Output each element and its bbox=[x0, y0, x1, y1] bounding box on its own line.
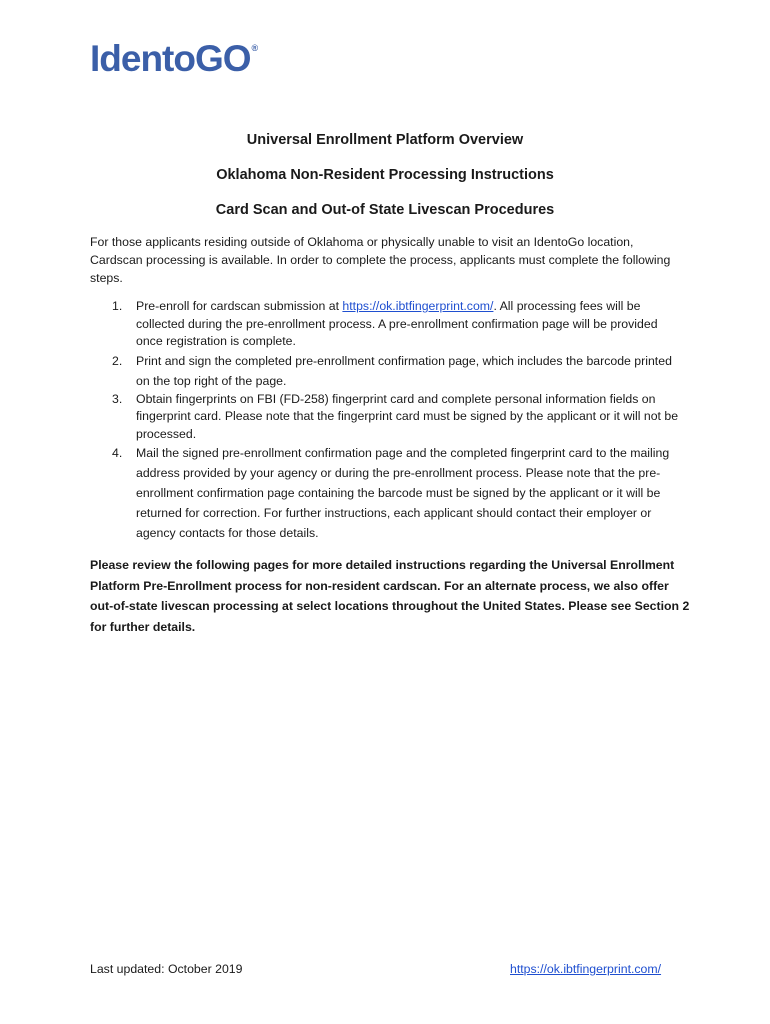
step-text: Print and sign the completed pre-enrollment confirmation page, which includes the barcode printed on the top right of the page. bbox=[136, 353, 672, 388]
intro-paragraph: For those applicants residing outside of Oklahoma or physically unable to visit an IdentoGo location, Cardscan processing is available. In order to complete the process, applicants must complete the following steps. bbox=[90, 235, 671, 285]
step-1 bbox=[90, 298, 680, 351]
step-2 bbox=[90, 351, 680, 391]
step-text: Pre-enroll for cardscan submission at bbox=[136, 299, 343, 313]
step-number: 1. bbox=[112, 299, 123, 313]
review-instructions-paragraph: Please review the following pages for more detailed instructions regarding the Universal Enrollment Platform Pre-Enrollment process for non-resident cardscan. For an alternate process, we also offer out-of-state livescan processing at select locations throughout the United States. Please see Section 2 for further details. bbox=[90, 558, 690, 634]
step-number: 4. bbox=[112, 446, 123, 460]
step-number: 2. bbox=[112, 353, 123, 368]
step-number: 3. bbox=[112, 391, 123, 406]
logo-text: IdentoGO bbox=[90, 38, 251, 79]
step-4 bbox=[90, 443, 680, 543]
step-text: Mail the signed pre-enrollment confirmation page and the completed fingerprint card to the mailing address provided by your agency or during the pre-enrollment process. Please note that the pre-enrollment confirmation page containing the barcode must be signed by the applicant or it will be returned for correction. For further instructions, each applicant should contact their employer or agency contacts for those details. bbox=[136, 446, 670, 540]
last-updated-text: Last updated: October 2019 bbox=[90, 962, 243, 976]
identogo-logo bbox=[90, 40, 258, 77]
heading-non-resident-instructions: Oklahoma Non-Resident Processing Instructions bbox=[216, 167, 554, 183]
heading-card-scan-procedures: Card Scan and Out-of State Livescan Procedures bbox=[215, 202, 555, 218]
footer-link[interactable]: https://ok.ibtfingerprint.com/ bbox=[510, 962, 662, 976]
document-headings bbox=[0, 130, 770, 235]
step-3 bbox=[90, 391, 680, 444]
steps-list bbox=[90, 298, 680, 543]
step-text-continued: . All processing fees will be collected during the pre-enrollment process. A pre-enrollment confirmation page will be provided once registration is complete. bbox=[136, 299, 658, 348]
pre-enroll-link[interactable]: https://ok.ibtfingerprint.com/ bbox=[342, 299, 494, 313]
heading-platform-overview: Universal Enrollment Platform Overview bbox=[246, 132, 524, 148]
step-text: Obtain fingerprints on FBI (FD-258) fingerprint card and complete personal information fields on fingerprint card. Please note that the fingerprint card must be signed by the applicant or it will not be processed. bbox=[136, 391, 679, 441]
registered-mark: ® bbox=[251, 43, 259, 53]
